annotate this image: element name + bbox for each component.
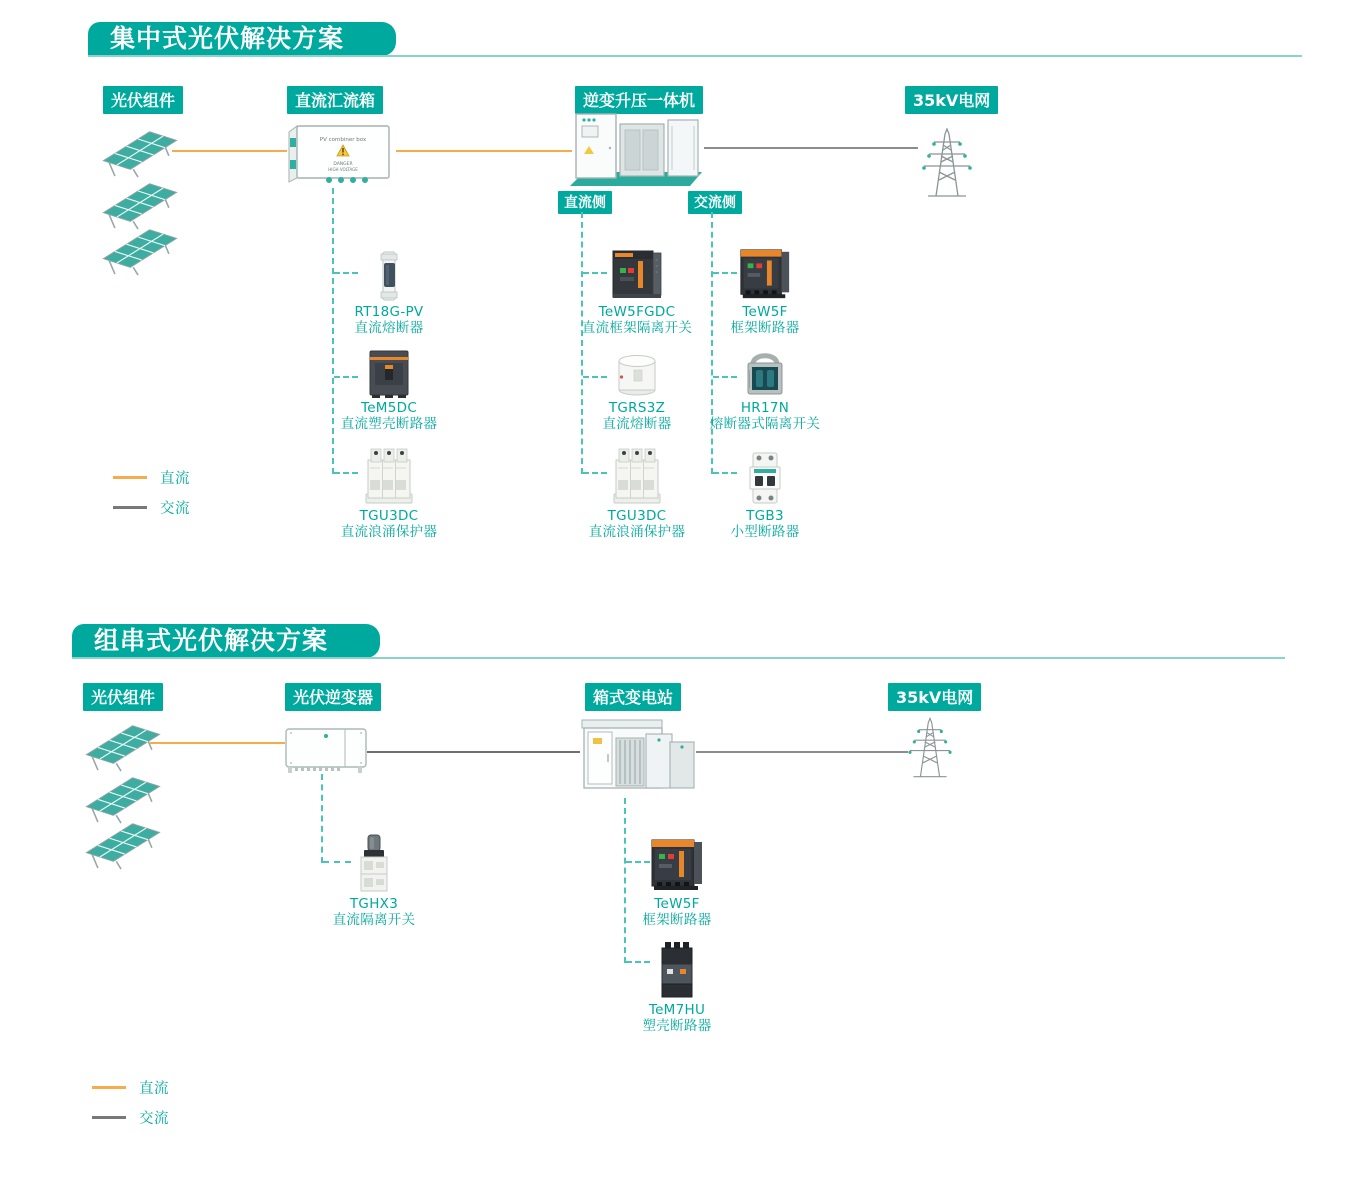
product-model: TGHX3 [349, 896, 399, 912]
product-desc: 框架断路器 [730, 319, 800, 336]
stage-label-inverter-booster: 逆变升压一体机 [575, 86, 703, 114]
section2-title: 组串式光伏解决方案 [72, 624, 380, 658]
tew5f-breaker-image [737, 246, 793, 302]
ac-wire-inverter-to-substation [367, 751, 580, 753]
dc-wire-combiner-to-inverter [396, 150, 572, 152]
tgu3dc-spd-image [611, 444, 663, 506]
solar-panel-icon [83, 818, 161, 870]
product-card-tgu3dc-1 [314, 442, 464, 540]
legend-ac-label: 交流 [160, 501, 190, 517]
ac-wire-inverter-to-grid [704, 147, 918, 149]
product-card-hr17n [690, 348, 840, 432]
stage-label-pv-inverter: 光伏逆变器 [285, 683, 381, 711]
product-card-tem7hu [602, 936, 752, 1034]
box-substation-image [578, 712, 696, 798]
product-desc: 直流塑壳断路器 [340, 415, 438, 432]
transmission-tower-icon [916, 128, 978, 198]
tew5f-breaker-image [649, 836, 705, 894]
product-card-tghx3 [299, 830, 449, 928]
solar-panel-icon [83, 772, 161, 824]
legend-dc-row [92, 1077, 169, 1098]
stage-label-grid-2: 35kV电网 [888, 683, 981, 711]
inverter-booster-station-image [568, 106, 706, 194]
stage-label-box-substation: 箱式变电站 [585, 683, 681, 711]
stage-label-dc-combiner: 直流汇流箱 [287, 86, 383, 114]
stage-label-grid-1: 35kV电网 [905, 86, 998, 114]
solar-panel-icon [100, 224, 178, 276]
legend-ac-label: 交流 [139, 1111, 169, 1127]
dc-combiner-box-image [285, 116, 397, 188]
product-model: TGRS3Z [608, 400, 666, 416]
dc-line-swatch [92, 1086, 126, 1089]
transmission-tower-icon [903, 708, 957, 788]
section2-title-underline [72, 657, 1285, 659]
product-desc: 直流浪涌保护器 [340, 523, 438, 540]
dc-wire-panels-to-inverter [150, 742, 285, 744]
product-model: TGU3DC [607, 508, 667, 524]
tgb3-mcb-image [746, 450, 784, 506]
section1-title-underline [88, 55, 1302, 57]
ac-wire-substation-to-grid [696, 751, 908, 753]
tem7hu-breaker-image [658, 940, 696, 1000]
product-model: TeW5FGDC [598, 304, 676, 320]
product-card-tgb3 [690, 444, 840, 540]
tem5dc-breaker-image [367, 348, 411, 398]
product-desc: 框架断路器 [642, 911, 712, 928]
tgu3dc-spd-image [363, 444, 415, 506]
product-card-rt18g-pv [314, 246, 464, 336]
solar-panel-icon [83, 720, 161, 772]
solar-panel-icon [100, 178, 178, 230]
product-model: TGU3DC [359, 508, 419, 524]
product-model: TeM5DC [360, 400, 418, 416]
product-model: TGB3 [746, 508, 784, 524]
dc-side-label: 直流侧 [558, 191, 612, 214]
product-desc: 熔断器式隔离开关 [709, 415, 821, 432]
product-desc: 直流熔断器 [602, 415, 672, 432]
product-card-tew5f-1 [690, 246, 840, 336]
product-model: RT18G-PV [354, 304, 424, 320]
product-card-tew5f-2 [602, 834, 752, 928]
product-model: HR17N [740, 400, 790, 416]
legend-dc-label: 直流 [160, 471, 190, 487]
product-desc: 小型断路器 [730, 523, 800, 540]
product-model: TeW5F [654, 896, 700, 912]
product-card-tem5dc [314, 348, 464, 432]
legend-1 [113, 467, 190, 518]
product-desc: 直流熔断器 [354, 319, 424, 336]
tgrs3z-fuse-image [613, 352, 661, 398]
tew5fgdc-switch-image [610, 248, 664, 302]
product-model: TeW5F [742, 304, 788, 320]
combiner-danger-text-1: DANGER [333, 162, 353, 167]
ac-line-swatch [92, 1116, 126, 1119]
product-model: TeM7HU [648, 1002, 706, 1018]
legend-dc-row [113, 467, 190, 488]
section1-title: 集中式光伏解决方案 [88, 22, 396, 56]
combiner-danger-text-2: HIGH VOLTAGE [328, 167, 358, 172]
ac-line-swatch [113, 506, 147, 509]
product-desc: 直流隔离开关 [332, 911, 416, 928]
string-inverter-image [285, 724, 367, 774]
combiner-box-label-text: PV combiner box [319, 137, 367, 143]
stage-label-pv-modules-1: 光伏组件 [103, 86, 183, 114]
product-desc: 直流浪涌保护器 [588, 523, 686, 540]
product-desc: 直流框架隔离开关 [581, 319, 693, 336]
legend-2 [92, 1077, 169, 1128]
product-desc: 塑壳断路器 [642, 1017, 712, 1034]
dc-line-swatch [113, 476, 147, 479]
tghx3-isolator-image [355, 834, 393, 894]
rt18g-pv-fuse-image [377, 250, 401, 302]
ac-side-label: 交流侧 [688, 191, 742, 214]
stage-label-pv-modules-2: 光伏组件 [83, 683, 163, 711]
legend-dc-label: 直流 [139, 1081, 169, 1097]
legend-ac-row [92, 1107, 169, 1128]
solar-panel-icon [100, 126, 178, 178]
legend-ac-row [113, 497, 190, 518]
hr17n-switch-image [744, 350, 786, 398]
dc-wire-panels-to-combiner [172, 150, 287, 152]
